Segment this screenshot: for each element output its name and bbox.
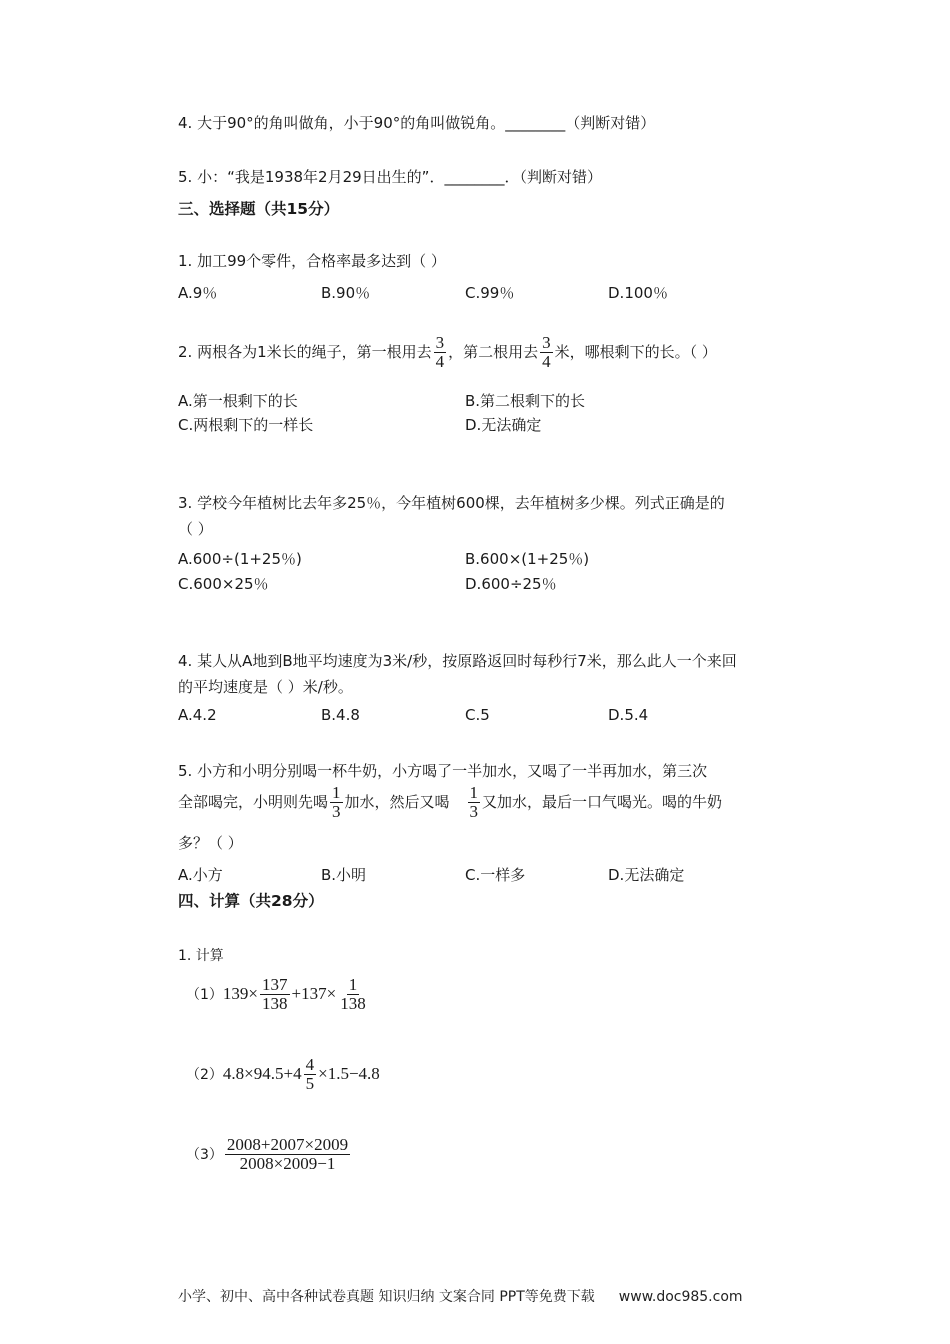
question-text: 小：“我是1938年2月29日出生的”．________．（判断对错） [197,168,602,186]
judge-question-5 [178,168,602,186]
fraction [225,1136,350,1173]
fraction [540,334,553,371]
choice-2-option-d[interactable]: D.无法确定 [465,416,542,434]
fraction-numerator: 4 [305,1055,315,1074]
choice-question-3-cont: （ ） [178,520,213,538]
fraction-denominator: 138 [262,993,288,1013]
choice-2-option-c[interactable]: C.两根剩下的一样长 [178,416,314,434]
calc-item-1 [186,976,370,1013]
choice-4-option-a[interactable]: A.4.2 [178,706,217,724]
stem-part: 米，哪根剩下的长。（ ） [554,342,717,361]
choice-question-2 [178,334,717,371]
stem-part: ，第二根用去 [448,342,539,361]
calc-item-2 [186,1056,380,1093]
fraction-denominator: 4 [542,351,551,371]
choice-section-heading: 三、选择题（共15分） [178,200,340,218]
choice-question-4-cont: 的平均速度是（ ）米/秒。 [178,678,353,696]
fraction-denominator: 3 [332,801,341,821]
calc-section-heading: 四、计算（共28分） [178,892,324,910]
footer-url[interactable]: www.doc985.com [618,1289,743,1305]
choice-5-option-c[interactable]: C.一样多 [465,866,526,884]
stem-part: 2. 两根各为1米长的绳子，第一根用去 [178,342,432,361]
choice-4-option-d[interactable]: D.5.4 [608,706,649,724]
choice-2-option-b[interactable]: B.第二根剩下的长 [465,392,586,410]
fraction-numerator: 1 [348,975,358,994]
footer-text: 小学、初中、高中各种试卷真题 知识归纳 文案合同 PPT等免费下载 [178,1289,595,1305]
fraction-denominator: 138 [340,993,366,1013]
fraction [304,1056,317,1093]
question-number: 5. [178,168,193,186]
calc-item-3 [186,1136,352,1173]
choice-5-option-b[interactable]: B.小明 [321,866,367,884]
choice-1-option-c[interactable]: C.99％ [465,284,515,302]
fraction-numerator: 1 [469,783,479,802]
stem-part: 加水，然后又喝 [344,792,450,811]
question-text: 大于90°的角叫做角，小于90°的角叫做锐角。________（判断对错） [197,114,656,132]
choice-question-1: 1. 加工99个零件，合格率最多达到（ ） [178,252,446,270]
calc-label: （2） [186,1066,223,1083]
fraction-denominator: 4 [435,351,445,371]
expression-part: +137× [291,983,337,1003]
fraction-denominator: 3 [469,801,479,821]
judge-question-4 [178,114,655,132]
expression-part: 4.8×94.5+4 [222,1063,302,1083]
choice-3-option-c[interactable]: C.600×25％ [178,575,269,593]
expression-part: ×1.5−4.8 [318,1063,380,1083]
calc-title: 1. 计算 [178,948,224,964]
choice-question-5: 5. 小方和小明分别喝一杯牛奶，小方喝了一半加水，又喝了一半再加水，第三次 [178,762,708,780]
expression-part: 139× [222,983,259,1003]
choice-1-option-b[interactable]: B.90％ [321,284,371,302]
fraction [260,976,290,1013]
fraction-numerator: 2008+2007×2009 [226,1135,349,1154]
choice-question-4: 4. 某人从A地到B地平均速度为3米/秒，按原路返回时每秒行7米，那么此人一个来回 [178,652,737,670]
choice-1-option-d[interactable]: D.100％ [608,284,668,302]
choice-5-option-d[interactable]: D.无法确定 [608,866,685,884]
choice-3-option-a[interactable]: A.600÷(1+25％) [178,550,302,568]
choice-question-5-cont [178,784,722,821]
stem-part: 又加水，最后一口气喝光。喝的牛奶 [482,792,723,811]
fraction [338,976,368,1013]
fraction [434,334,447,371]
question-number: 4. [178,114,193,132]
choice-question-5-cont2: 多？（ ） [178,834,243,852]
choice-2-option-a[interactable]: A.第一根剩下的长 [178,392,298,410]
fraction [468,784,481,821]
stem-part: 全部喝完，小明则先喝 [178,792,329,811]
choice-5-option-a[interactable]: A.小方 [178,866,223,884]
fraction [330,784,343,821]
calc-label: （3） [186,1146,223,1163]
choice-3-option-d[interactable]: D.600÷25％ [465,575,557,593]
page-footer [178,1286,743,1306]
choice-question-3: 3. 学校今年植树比去年多25％，今年植树600棵，去年植树多少棵。列式正确是的 [178,494,725,512]
fraction-numerator: 3 [435,333,445,352]
fraction-numerator: 137 [262,975,288,994]
fraction-denominator: 5 [305,1073,315,1093]
calc-label: （1） [186,986,223,1003]
fraction-numerator: 1 [332,783,341,802]
fraction-numerator: 3 [542,333,551,352]
choice-4-option-c[interactable]: C.5 [465,706,490,724]
choice-3-option-b[interactable]: B.600×(1+25％) [465,550,590,568]
choice-1-option-a[interactable]: A.9％ [178,284,218,302]
choice-4-option-b[interactable]: B.4.8 [321,706,360,724]
fraction-denominator: 2008×2009−1 [239,1153,336,1173]
